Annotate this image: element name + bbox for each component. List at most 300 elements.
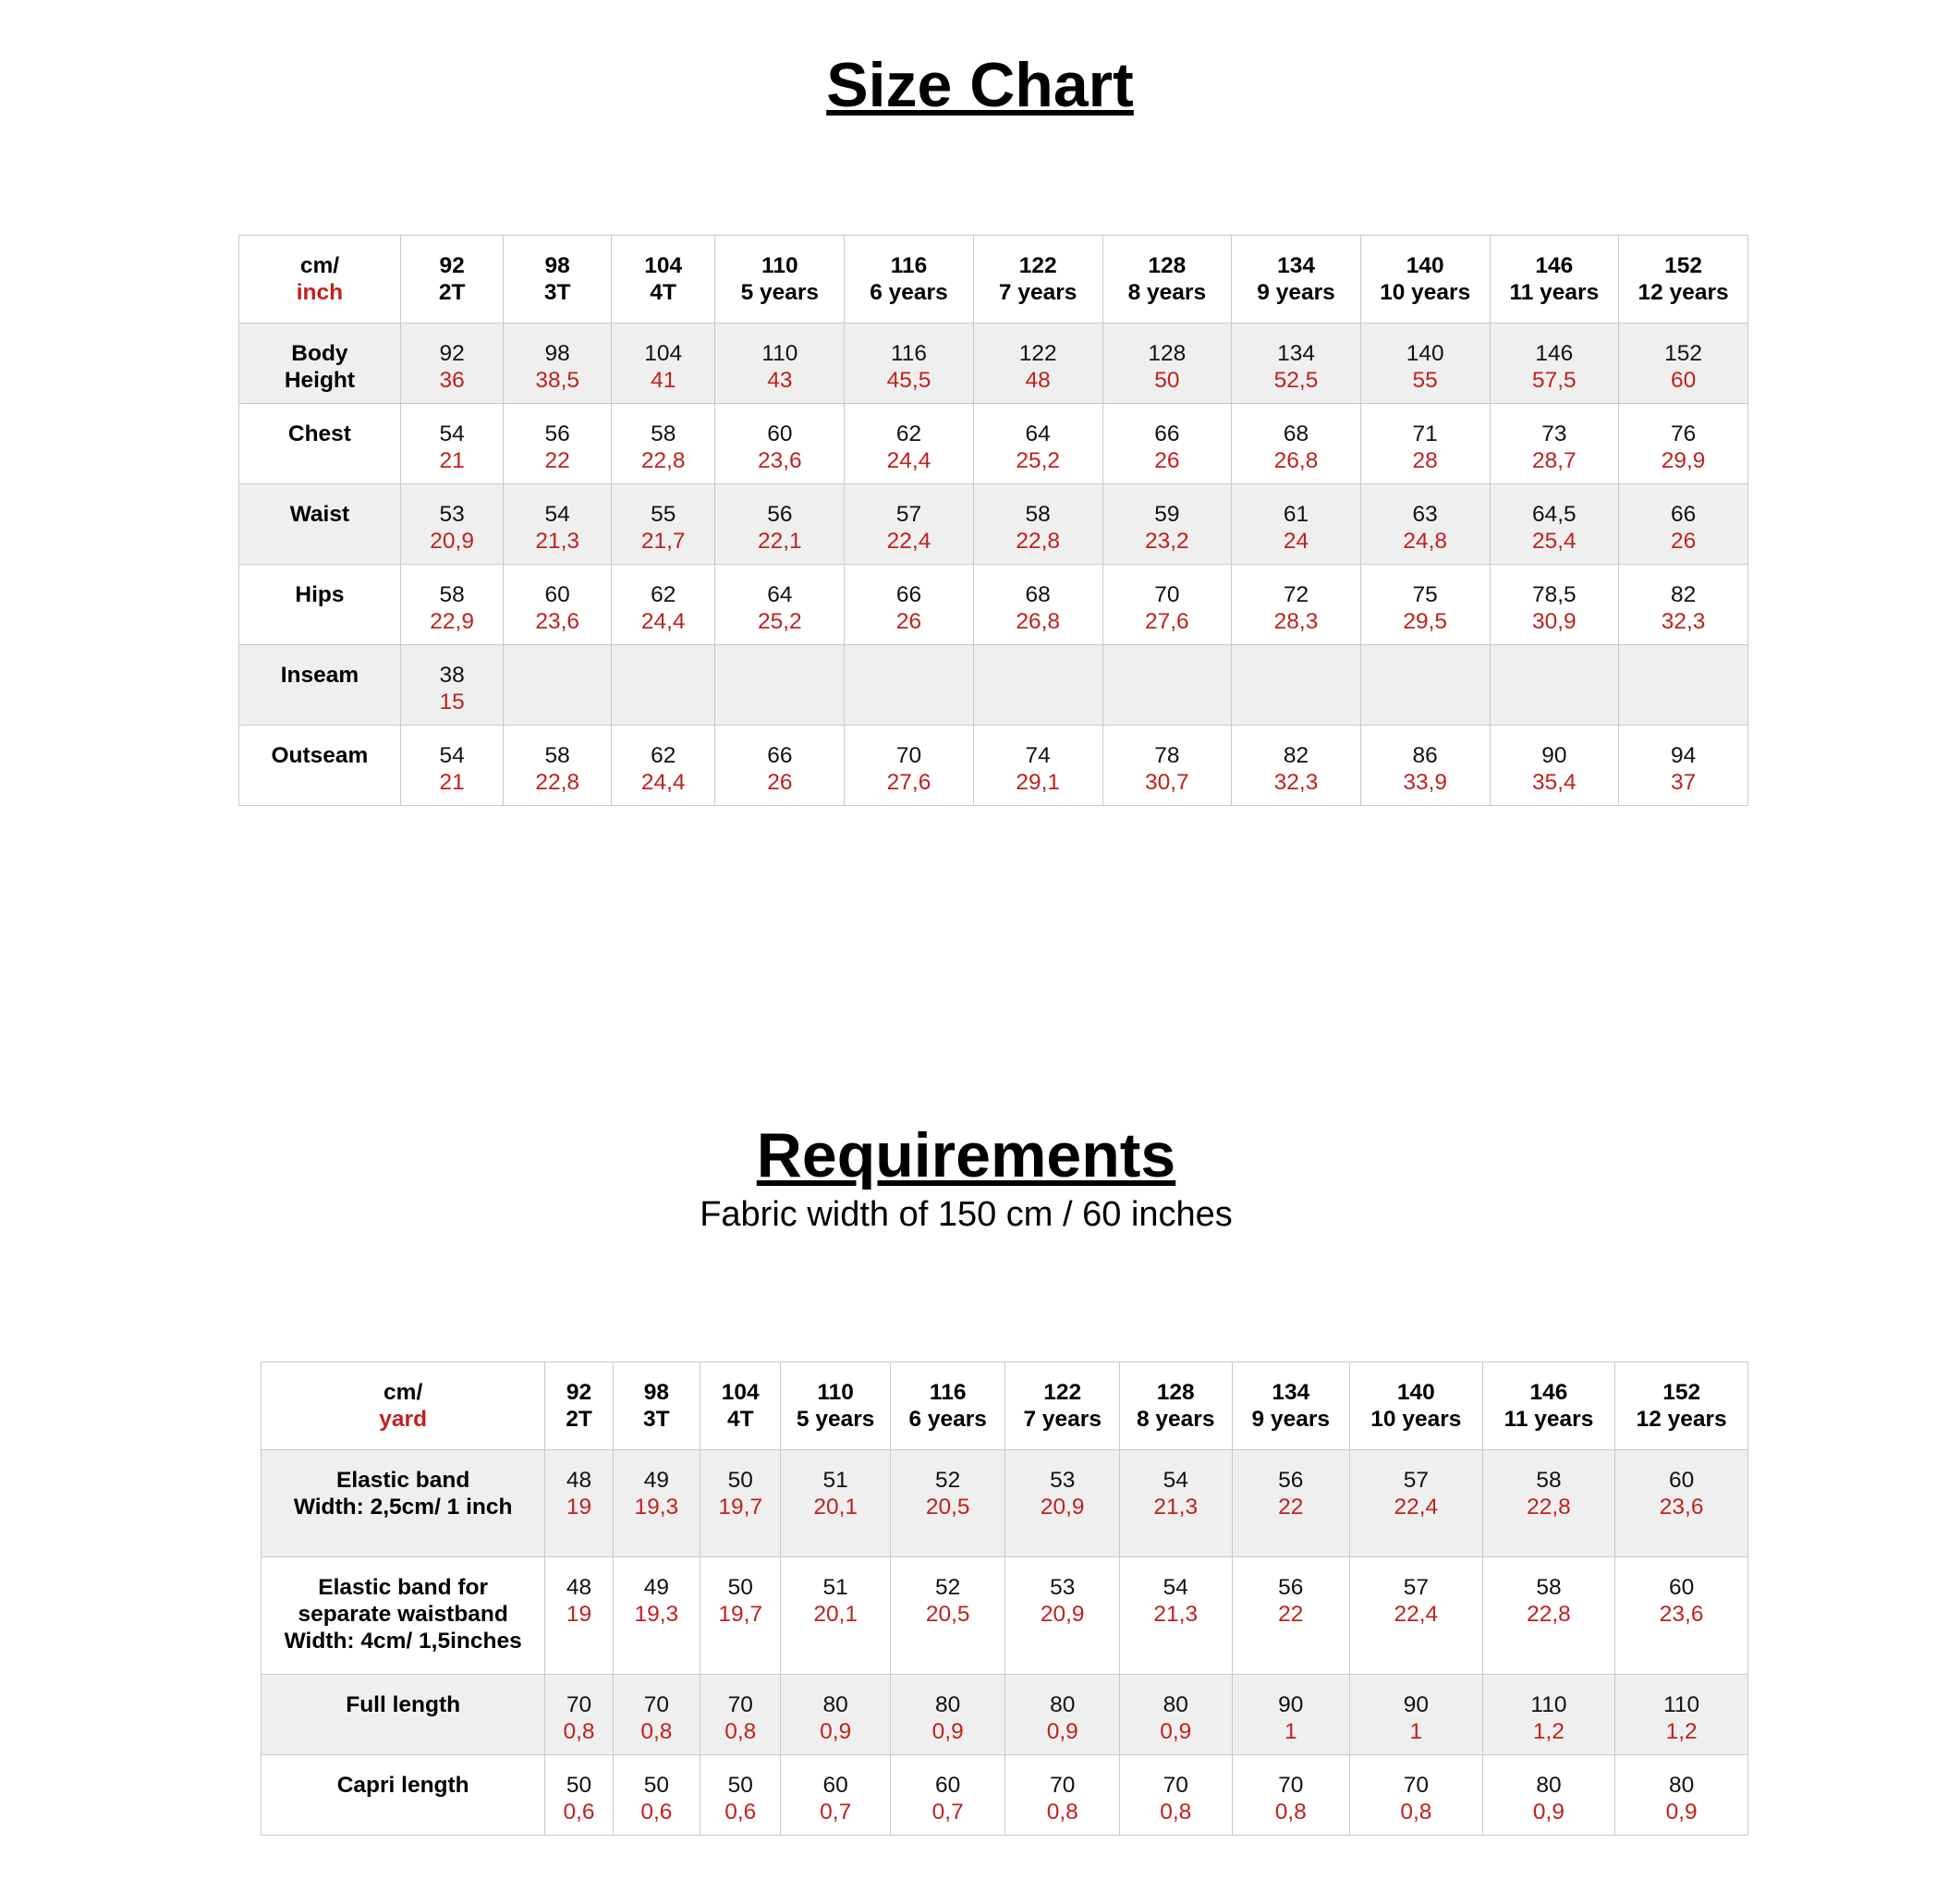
value-primary: 58 [1536, 1575, 1562, 1600]
value-secondary: 0,8 [1046, 1800, 1078, 1825]
value-secondary: 26,8 [1016, 609, 1060, 634]
value-cell [700, 1755, 781, 1836]
size-header [1232, 236, 1361, 323]
value-cell [1619, 484, 1748, 565]
value-secondary: 0,9 [1532, 1800, 1564, 1825]
value-secondary: 22,8 [640, 448, 686, 473]
value-cell [1232, 323, 1361, 404]
value-cell [1119, 1755, 1232, 1836]
requirements-title: Requirements [756, 1120, 1176, 1190]
value-cell [1360, 726, 1490, 806]
value-cell [611, 565, 715, 645]
value-primary: 80 [1669, 1773, 1695, 1798]
size-cm: 98 [643, 1380, 669, 1405]
value-secondary: 23,6 [1659, 1602, 1704, 1627]
size-header [1232, 1362, 1350, 1450]
value-cell [611, 323, 715, 404]
value-primary: 68 [1283, 421, 1309, 446]
value-primary: 92 [439, 341, 465, 366]
value-primary: 50 [727, 1575, 753, 1600]
row-label-line: Inseam [280, 663, 359, 688]
size-cm: 140 [1396, 1380, 1435, 1405]
size-label: 4T [650, 280, 676, 305]
size-label: 11 years [1503, 1407, 1594, 1432]
value-secondary: 0,9 [820, 1719, 852, 1744]
value-cell [781, 1450, 891, 1557]
value-cell [1232, 565, 1361, 645]
value-secondary: 1,2 [1532, 1719, 1564, 1744]
size-header [1619, 236, 1748, 323]
value-cell [715, 645, 845, 726]
value-primary: 72 [1283, 582, 1309, 607]
value-primary: 50 [727, 1468, 753, 1493]
table-row [239, 323, 1748, 404]
size-cm: 110 [817, 1380, 854, 1405]
unit-primary: cm/ [299, 253, 340, 278]
value-cell [715, 323, 845, 404]
size-cm: 92 [439, 253, 465, 278]
value-cell [1360, 565, 1490, 645]
value-cell [1490, 323, 1619, 404]
value-cell [1102, 404, 1232, 484]
size-label: 3T [643, 1407, 670, 1432]
value-primary: 76 [1670, 421, 1697, 446]
value-primary: 54 [439, 421, 465, 446]
row-label-line: Capri length [336, 1773, 469, 1798]
value-secondary: 45,5 [886, 368, 931, 393]
size-cm: 146 [1529, 1380, 1568, 1405]
size-header [1102, 236, 1232, 323]
value-cell [400, 726, 504, 806]
value-secondary: 29,1 [1016, 770, 1060, 795]
value-primary: 82 [1670, 582, 1697, 607]
value-primary: 49 [643, 1468, 669, 1493]
size-header [1490, 236, 1619, 323]
value-primary: 60 [767, 421, 793, 446]
value-primary: 128 [1148, 341, 1187, 366]
value-primary: 80 [935, 1692, 961, 1717]
value-secondary: 21,3 [535, 529, 579, 554]
value-secondary: 38,5 [535, 368, 579, 393]
value-primary: 63 [1412, 502, 1438, 527]
value-secondary: 0,9 [1046, 1719, 1078, 1744]
row-label-line: Chest [287, 421, 351, 446]
value-primary: 90 [1403, 1692, 1429, 1717]
value-secondary: 32,3 [1661, 609, 1706, 634]
value-primary: 70 [727, 1692, 753, 1717]
size-header [781, 1362, 891, 1450]
size-label: 10 years [1380, 280, 1471, 305]
size-label: 11 years [1509, 280, 1600, 305]
size-label: 8 years [1137, 1407, 1215, 1432]
size-label: 4T [726, 1407, 754, 1432]
value-cell [715, 565, 845, 645]
size-cm: 152 [1662, 1380, 1701, 1405]
value-cell [1482, 1557, 1615, 1675]
size-cm: 134 [1277, 253, 1315, 278]
value-cell [700, 1450, 781, 1557]
value-cell [845, 404, 974, 484]
value-cell [1232, 1557, 1350, 1675]
value-cell [1360, 645, 1490, 726]
size-chart-table [238, 235, 1748, 806]
value-cell [1490, 645, 1619, 726]
value-secondary: 19,3 [634, 1495, 679, 1520]
row-label [262, 1755, 545, 1836]
value-secondary: 22,8 [1527, 1495, 1571, 1520]
value-cell [1490, 726, 1619, 806]
row-label [262, 1557, 545, 1675]
unit-primary: cm/ [383, 1380, 423, 1405]
row-label-line: Outseam [271, 743, 369, 768]
value-secondary: 19,7 [718, 1602, 763, 1627]
value-secondary: 37 [1670, 770, 1697, 795]
value-cell [1350, 1675, 1483, 1755]
row-label [262, 1450, 545, 1557]
value-cell [1232, 1755, 1350, 1836]
value-secondary: 36 [439, 368, 465, 393]
value-secondary: 0,8 [1160, 1800, 1192, 1825]
value-cell [1482, 1450, 1615, 1557]
value-secondary: 1,2 [1665, 1719, 1698, 1744]
value-cell [400, 323, 504, 404]
value-cell [1360, 404, 1490, 484]
value-secondary: 57,5 [1532, 368, 1577, 393]
value-cell [400, 404, 504, 484]
value-primary: 80 [1536, 1773, 1562, 1798]
value-cell [1102, 565, 1232, 645]
size-header [1360, 236, 1490, 323]
value-primary: 57 [895, 502, 922, 527]
value-secondary: 21,3 [1153, 1495, 1199, 1520]
table-row [262, 1557, 1748, 1675]
size-cm: 92 [566, 1380, 592, 1405]
value-primary: 94 [1670, 743, 1697, 768]
value-cell [890, 1450, 1005, 1557]
value-primary: 70 [1163, 1773, 1188, 1798]
value-primary: 62 [651, 582, 676, 607]
value-secondary: 23,6 [1659, 1495, 1704, 1520]
value-cell [973, 565, 1102, 645]
value-cell [504, 323, 612, 404]
size-label: 12 years [1636, 1407, 1727, 1432]
row-label [262, 1675, 545, 1755]
value-primary: 66 [1154, 421, 1180, 446]
size-label: 9 years [1251, 1407, 1331, 1432]
value-cell [781, 1675, 891, 1755]
value-primary: 50 [566, 1773, 592, 1798]
value-cell [1615, 1557, 1748, 1675]
value-primary: 52 [935, 1468, 961, 1493]
value-cell [1119, 1557, 1232, 1675]
value-secondary: 20,1 [813, 1495, 858, 1520]
value-cell [1102, 323, 1232, 404]
value-cell [1482, 1755, 1615, 1836]
value-cell [1005, 1557, 1120, 1675]
value-secondary: 0,7 [820, 1800, 852, 1825]
size-cm: 146 [1535, 253, 1574, 278]
value-primary: 53 [1050, 1575, 1076, 1600]
value-secondary: 48 [1025, 368, 1051, 393]
value-secondary: 21,3 [1153, 1602, 1199, 1627]
value-cell [1232, 484, 1361, 565]
value-secondary: 23,6 [757, 448, 802, 473]
value-cell [973, 323, 1102, 404]
size-header [1119, 1362, 1232, 1450]
value-primary: 104 [644, 341, 683, 366]
value-cell [1615, 1450, 1748, 1557]
value-cell [700, 1675, 781, 1755]
size-header [1482, 1362, 1615, 1450]
row-label-line: Full length [346, 1692, 461, 1717]
value-secondary: 0,8 [1400, 1800, 1432, 1825]
size-cm: 134 [1272, 1380, 1310, 1405]
unit-header [239, 236, 401, 323]
size-header [1350, 1362, 1483, 1450]
value-cell [613, 1755, 700, 1836]
value-cell [504, 565, 612, 645]
value-primary: 64 [1025, 421, 1051, 446]
value-primary: 146 [1535, 341, 1574, 366]
value-primary: 54 [1163, 1575, 1188, 1600]
value-cell [1490, 404, 1619, 484]
value-primary: 56 [1278, 1575, 1304, 1600]
value-secondary: 27,6 [886, 770, 931, 795]
value-secondary: 26,8 [1273, 448, 1319, 473]
size-cm: 128 [1156, 1380, 1195, 1405]
value-secondary: 19 [566, 1495, 592, 1520]
value-primary: 51 [822, 1468, 848, 1493]
value-primary: 64,5 [1532, 502, 1577, 527]
value-secondary: 22,4 [1394, 1495, 1439, 1520]
value-secondary: 29,9 [1661, 448, 1706, 473]
row-label-line: Elastic band [336, 1468, 470, 1493]
value-cell [545, 1675, 613, 1755]
value-cell [1119, 1450, 1232, 1557]
value-primary: 50 [643, 1773, 669, 1798]
size-header [400, 236, 504, 323]
value-cell [890, 1755, 1005, 1836]
value-secondary: 43 [767, 368, 793, 393]
table-row [262, 1755, 1748, 1836]
value-primary: 152 [1664, 341, 1703, 366]
row-label [239, 404, 401, 484]
value-primary: 86 [1412, 743, 1438, 768]
value-primary: 53 [439, 502, 465, 527]
value-secondary: 30,7 [1144, 770, 1189, 795]
size-chart-title: Size Chart [826, 50, 1134, 120]
row-label-line: separate waistband [298, 1602, 508, 1627]
row-label [239, 323, 401, 404]
value-cell [611, 726, 715, 806]
value-secondary: 50 [1154, 368, 1180, 393]
row-label [239, 726, 401, 806]
value-primary: 64 [767, 582, 793, 607]
value-primary: 50 [727, 1773, 753, 1798]
table-row [239, 565, 1748, 645]
value-secondary: 26 [1670, 529, 1697, 554]
value-primary: 134 [1277, 341, 1315, 366]
value-secondary: 21 [439, 770, 465, 795]
value-cell [845, 323, 974, 404]
value-primary: 56 [767, 502, 793, 527]
value-primary: 140 [1406, 341, 1444, 366]
value-primary: 122 [1018, 341, 1057, 366]
value-cell [973, 726, 1102, 806]
size-header [700, 1362, 781, 1450]
size-label: 2T [566, 1407, 592, 1432]
value-secondary: 27,6 [1144, 609, 1189, 634]
value-cell [781, 1557, 891, 1675]
value-cell [715, 726, 845, 806]
size-header [613, 1362, 700, 1450]
value-secondary: 22,8 [1016, 529, 1060, 554]
value-primary: 82 [1283, 743, 1309, 768]
value-secondary: 22 [1278, 1602, 1304, 1627]
value-secondary: 20,5 [925, 1602, 970, 1627]
value-secondary: 0,6 [640, 1800, 673, 1825]
value-primary: 62 [895, 421, 922, 446]
value-secondary: 23,2 [1144, 529, 1189, 554]
size-header [545, 1362, 613, 1450]
value-primary: 68 [1025, 582, 1051, 607]
value-cell [1615, 1755, 1748, 1836]
value-primary: 74 [1025, 743, 1051, 768]
value-primary: 55 [651, 502, 676, 527]
value-secondary: 28 [1412, 448, 1438, 473]
table-row [262, 1450, 1748, 1557]
value-cell [1232, 726, 1361, 806]
value-primary: 54 [1163, 1468, 1188, 1493]
value-secondary: 24,4 [886, 448, 931, 473]
value-cell [1360, 484, 1490, 565]
value-secondary: 0,9 [1160, 1719, 1192, 1744]
value-cell [1619, 323, 1748, 404]
table-row [262, 1675, 1748, 1755]
size-cm: 110 [761, 253, 798, 278]
value-cell [973, 484, 1102, 565]
value-secondary: 25,2 [1016, 448, 1060, 473]
value-cell [613, 1557, 700, 1675]
row-label-line: Width: 4cm/ 1,5inches [284, 1629, 522, 1654]
value-cell [613, 1675, 700, 1755]
row-label-line: Body [291, 341, 348, 366]
value-secondary: 22,4 [1394, 1602, 1439, 1627]
value-secondary: 21,7 [640, 529, 686, 554]
value-secondary: 22,1 [757, 529, 802, 554]
value-primary: 116 [890, 341, 928, 366]
value-secondary: 32,3 [1273, 770, 1319, 795]
value-cell [1619, 565, 1748, 645]
value-primary: 57 [1403, 1468, 1429, 1493]
value-secondary: 15 [439, 690, 465, 714]
value-secondary: 28,3 [1273, 609, 1319, 634]
value-primary: 80 [1163, 1692, 1188, 1717]
value-primary: 58 [1025, 502, 1051, 527]
value-cell [890, 1675, 1005, 1755]
value-secondary: 22,4 [886, 529, 931, 554]
value-cell [1102, 484, 1232, 565]
value-primary: 70 [566, 1692, 592, 1717]
value-primary: 66 [767, 743, 793, 768]
value-cell [613, 1450, 700, 1557]
value-primary: 48 [566, 1575, 592, 1600]
value-cell [845, 484, 974, 565]
size-label: 12 years [1637, 280, 1729, 305]
table-row [239, 404, 1748, 484]
value-secondary: 22,8 [535, 770, 579, 795]
value-secondary: 21 [439, 448, 465, 473]
value-cell [1619, 726, 1748, 806]
value-cell [1232, 1675, 1350, 1755]
value-secondary: 52,5 [1273, 368, 1319, 393]
value-secondary: 24,4 [640, 770, 686, 795]
value-cell [400, 565, 504, 645]
value-cell [1615, 1675, 1748, 1755]
size-header [611, 236, 715, 323]
value-primary: 38 [439, 663, 465, 688]
value-primary: 62 [651, 743, 676, 768]
size-label: 2T [438, 280, 466, 305]
value-primary: 70 [1154, 582, 1180, 607]
value-secondary: 20,1 [813, 1602, 858, 1627]
size-header [1005, 1362, 1120, 1450]
size-cm: 104 [644, 253, 683, 278]
value-primary: 66 [1670, 502, 1697, 527]
size-header [890, 1362, 1005, 1450]
value-cell [611, 645, 715, 726]
value-primary: 78,5 [1532, 582, 1577, 607]
value-cell [504, 645, 612, 726]
size-cm: 152 [1664, 253, 1703, 278]
value-secondary: 24,8 [1403, 529, 1448, 554]
value-secondary: 26 [895, 609, 922, 634]
value-primary: 110 [1530, 1692, 1567, 1717]
size-label: 9 years [1257, 280, 1335, 305]
value-primary: 60 [1669, 1468, 1695, 1493]
value-secondary: 20,5 [925, 1495, 970, 1520]
value-primary: 80 [1050, 1692, 1076, 1717]
value-cell [504, 484, 612, 565]
row-label-line: Width: 2,5cm/ 1 inch [293, 1495, 513, 1520]
value-cell [1482, 1675, 1615, 1755]
value-cell [1350, 1450, 1483, 1557]
value-primary: 90 [1278, 1692, 1304, 1717]
value-primary: 56 [544, 421, 570, 446]
value-cell [611, 404, 715, 484]
value-cell [1490, 484, 1619, 565]
value-secondary: 0,8 [640, 1719, 673, 1744]
requirements-subtitle: Fabric width of 150 cm / 60 inches [700, 1195, 1233, 1234]
value-primary: 54 [544, 502, 570, 527]
value-secondary: 0,8 [1274, 1800, 1307, 1825]
row-label-line: Height [284, 368, 356, 393]
value-secondary: 23,6 [535, 609, 579, 634]
value-secondary: 26 [767, 770, 793, 795]
value-cell [845, 565, 974, 645]
value-primary: 61 [1283, 502, 1309, 527]
value-primary: 60 [935, 1773, 961, 1798]
value-secondary: 60 [1670, 368, 1697, 393]
unit-secondary: yard [379, 1407, 428, 1432]
value-primary: 60 [544, 582, 570, 607]
value-secondary: 25,2 [757, 609, 802, 634]
value-cell [1005, 1755, 1120, 1836]
size-label: 6 years [908, 1407, 987, 1432]
value-primary: 70 [1403, 1773, 1429, 1798]
value-secondary: 22 [544, 448, 570, 473]
size-label: 10 years [1370, 1407, 1462, 1432]
